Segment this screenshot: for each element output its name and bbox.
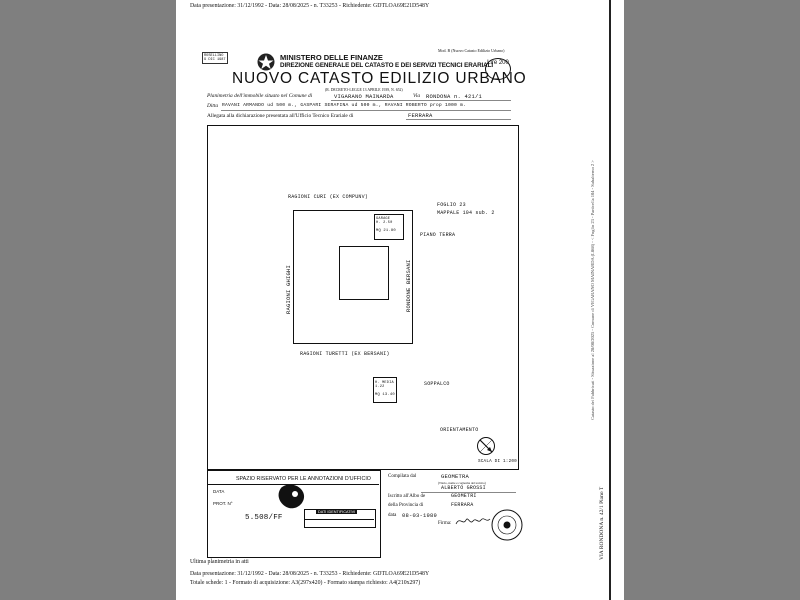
north-neighbor-label: RAGIONI CURI (EX COMPUNV) — [288, 194, 369, 200]
allegata-label: Allegata alla dichiarazione presentata all'Ufficio Tecnico Erariale di — [207, 113, 354, 119]
iscritto-label: Iscritto all'Albo de — [388, 494, 426, 499]
firma-label: Firma: — [438, 521, 452, 526]
scale-label: SCALA DI 1:200 — [478, 459, 517, 464]
receipt-stamp: ROSELLINO 9 DIC 1987 — [204, 54, 226, 62]
north-arrow-icon — [476, 436, 496, 456]
side-address: VIA RONDONA n. 42/1 Piano T — [599, 486, 605, 560]
prot-value: 5.508/FF — [245, 514, 283, 522]
south-neighbor-label: RAGIONI TURETTI (EX BERSANI) — [300, 351, 390, 357]
divider — [304, 519, 374, 520]
last-plan-note: Ultima planimetria in atti — [190, 559, 249, 565]
fill-line — [331, 100, 511, 101]
side-catasto-info: Catasto dei Fabbricati - Situazione al 28/08/2025 - Comune di VIGARANO MAINARDA (L868) - < Foglio 23 - Particella 104 - Subalterno 2 > — [590, 160, 595, 420]
date-label: data — [388, 513, 397, 518]
floor-label: PIANO TERRA — [420, 232, 456, 238]
signature-mark — [454, 514, 492, 528]
header-line: Data presentazione: 31/12/1992 - Data: 28/08/2025 - n. T33253 - Richiedente: GDTLOA69E21D548Y — [190, 3, 430, 9]
east-neighbor-label: RONDONE BERSANI — [405, 259, 412, 312]
date-value: 08-03-1989 — [402, 512, 438, 519]
via-value: RONDONA n. 421/1 — [426, 93, 483, 100]
provincia-label: della Provincia di — [388, 503, 424, 508]
foglio-label: FOGLIO 23 — [437, 202, 466, 208]
comune-value: VIGARANO MAINARDA — [334, 93, 394, 100]
office-annotations-title: SPAZIO RISERVATO PER LE ANNOTAZIONI D'UFFICIO — [236, 476, 371, 482]
form-title: NUOVO CATASTO EDILIZIO URBANO — [232, 70, 527, 87]
ministry-name: MINISTERO DELLE FINANZE — [280, 53, 383, 62]
via-label: Via — [413, 93, 421, 99]
footer-line-2: Totale schede: 1 - Formato di acquisizione: A3(297x420) - Formato stampa richiesto: A4(210x297) — [190, 580, 421, 586]
provincia-value: FERRARA — [451, 502, 474, 508]
ditta-value: RAVANI ARMANDO ud 500 m., GASPARI SERAFINA ud 500 m., RAVANI ROBERTO prop 1000 m. — [222, 103, 467, 108]
soppalco-area: MQ 13.40 — [375, 393, 395, 397]
emblem-icon — [256, 52, 276, 72]
fill-line — [406, 119, 511, 120]
scan-edge — [609, 0, 611, 600]
price-stamp: Lire 200 — [485, 58, 511, 80]
law-reference: (R. DECRETO-LEGGE 13 APRILE 1939, N. 652) — [325, 88, 403, 92]
fill-line — [221, 110, 511, 111]
professional-seal — [490, 508, 524, 542]
ditta-label: Ditta — [207, 103, 219, 109]
iscritto-value: GEOMETRI — [451, 493, 477, 499]
tecnico-name: ALBERTO GROSSI — [441, 485, 486, 491]
line1-label: Planimetria dell'immobile situato nel Comune di — [207, 93, 313, 99]
document-page — [176, 0, 624, 600]
prot-label: PROT. N° — [213, 501, 233, 506]
west-neighbor-label: RAGIONI GHIGHI — [285, 264, 292, 314]
mod-label: Mod. B (Nuovo Catasto Edilizio Urbano) — [438, 48, 505, 53]
orientation-label: ORIENTAMENTO — [440, 427, 479, 433]
soppalco-height: H. MEDIA 1.22 — [375, 381, 394, 389]
dati-identificativi-label: DATI IDENTIFICATIVI — [318, 510, 356, 514]
footer-line-1: Data presentazione: 31/12/1992 - Data: 28/08/2025 - n. T33253 - Richiedente: GDTLOA69E21D548Y — [190, 571, 430, 577]
inner-courtyard — [339, 246, 389, 300]
compilata-label: Compilata dal — [388, 474, 417, 479]
soppalco-label: SOPPALCO — [424, 381, 450, 387]
compilata-value: GEOMETRA — [441, 473, 470, 480]
compilata-hint: (Titolo, nome e cognome del tecnico) — [438, 481, 486, 485]
mappale-label: MAPPALE 104 sub. 2 — [437, 210, 495, 216]
data-label: DATA — [213, 489, 225, 494]
garage-area: MQ 21.80 — [376, 229, 396, 233]
garage-label: GARAGE H. 2.50 — [376, 217, 393, 225]
direzione-name: DIREZIONE GENERALE DEL CATASTO E DEI SERVIZI TECNICI ERARIALI — [280, 62, 494, 69]
ufficio-value: FERRARA — [408, 112, 433, 119]
